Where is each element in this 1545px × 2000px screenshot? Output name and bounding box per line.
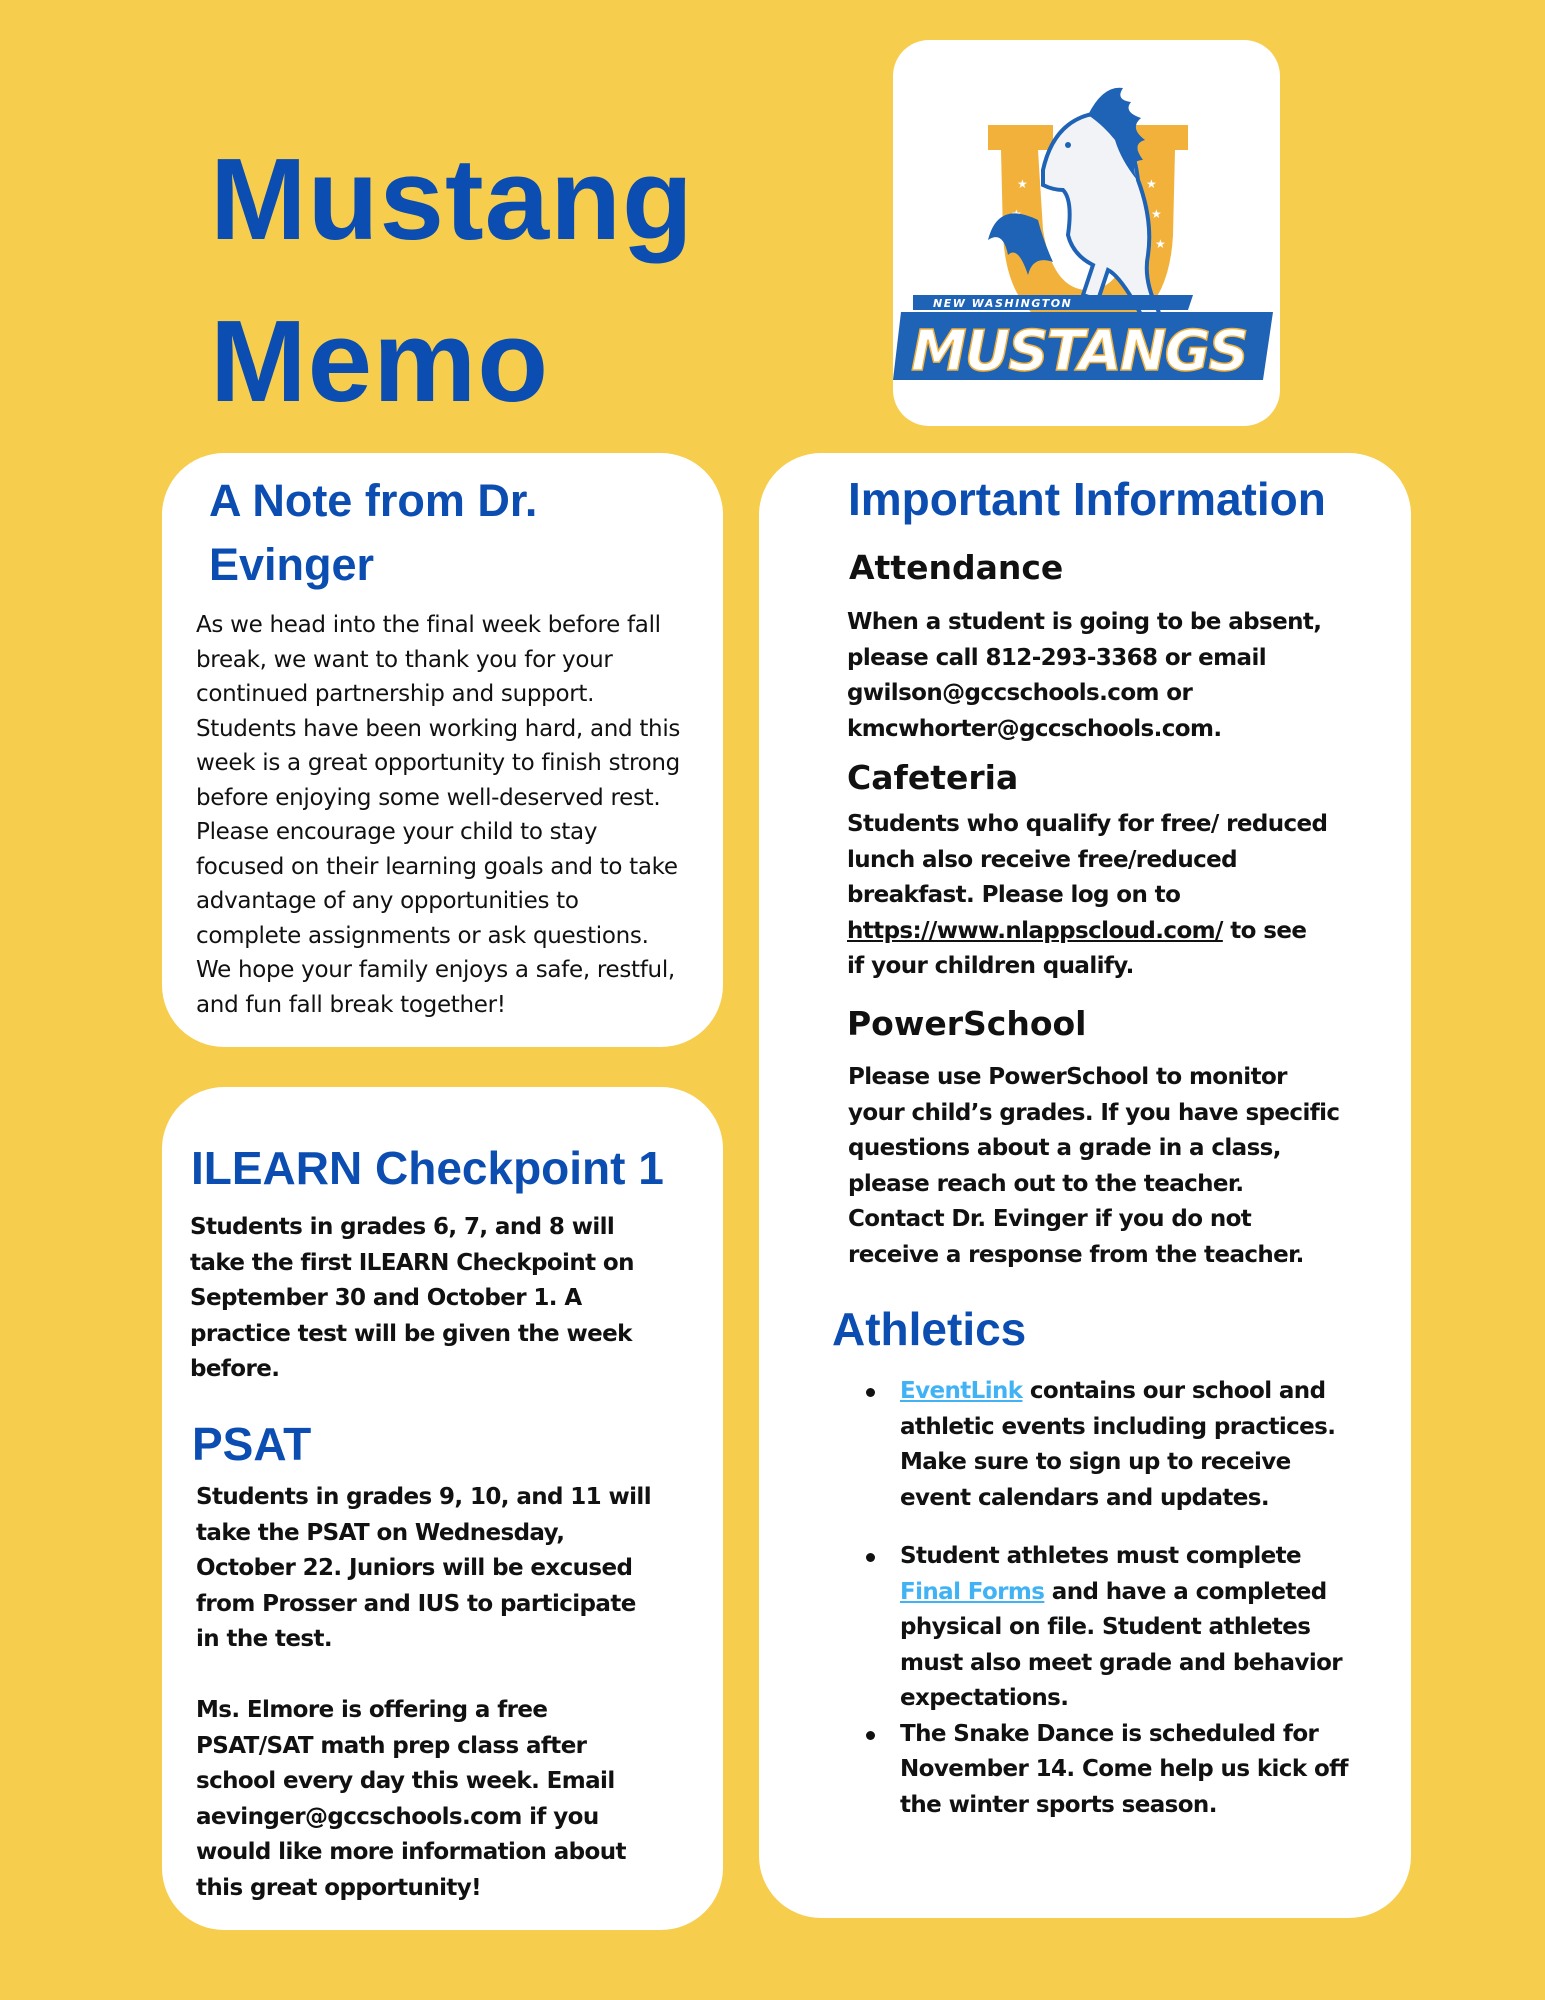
cafeteria-body: Students who qualify for free/ reduced lunch also receive free/reduced breakfast. Please log on to https://www.nlappscloud.com/ to see if your children qualify.	[847, 811, 1328, 979]
svg-text:★: ★	[1146, 177, 1157, 191]
svg-text:★: ★	[1155, 237, 1166, 251]
important-info-card	[759, 453, 1411, 1918]
note-card	[162, 453, 723, 1047]
psat-body-1: Students in grades 9, 10, and 11 will take the PSAT on Wednesday, October 22. Juniors will be excused from Prosser and IUS to participate in the test.	[196, 1484, 651, 1652]
svg-text:★: ★	[1151, 207, 1162, 221]
powerschool-body: Please use PowerSchool to monitor your child’s grades. If you have specific questions about a grade in a class, please reach out to the teacher. Contact Dr. Evinger if you do not receive a response from the teacher.	[848, 1064, 1340, 1268]
mustang-logo-icon	[893, 40, 1280, 426]
nlappscloud-link[interactable]: https://www.nlappscloud.com/	[847, 917, 1223, 944]
eventlink-link[interactable]: EventLink	[900, 1378, 1023, 1404]
athletics-list	[866, 1374, 1386, 1823]
note-body: As we head into the final week before fall break, we want to thank you for your continued partnership and support. Students have been working hard, and this week is a great opportunity to finish strong before enjoying some well-deserved rest. Please encourage your child to stay focused on their learning goals and to take advantage of any opportunities to complete assignments or ask questions. We hope your family enjoys a safe, restful, and fun fall break together!	[196, 612, 681, 1018]
athletics-item-snake-dance: The Snake Dance is scheduled for November 14. Come help us kick off the winter sports season.	[866, 1717, 1386, 1824]
page-title	[210, 118, 694, 442]
athletics-heading: Athletics	[832, 1303, 1027, 1355]
ilearn-body: Students in grades 6, 7, and 8 will take the first ILEARN Checkpoint on September 30 and October 1. A practice test will be given the week before.	[190, 1214, 634, 1382]
ilearn-heading: ILEARN Checkpoint 1	[191, 1142, 664, 1194]
title-line-2: Memo	[210, 296, 550, 426]
tests-card	[162, 1087, 723, 1930]
logo-card	[893, 40, 1280, 426]
title-line-1: Mustang	[210, 134, 694, 264]
powerschool-heading: PowerSchool	[847, 1004, 1087, 1043]
logo-top-text: NEW WASHINGTON	[933, 297, 1073, 310]
note-heading: A Note from Dr. Evinger	[209, 475, 538, 590]
attendance-body: When a student is going to be absent, please call 812-293-3368 or email gwilson@gccschools.com or kmcwhorter@gccschools.com.	[847, 609, 1322, 742]
attendance-heading: Attendance	[849, 548, 1064, 587]
logo-main-text: MUSTANGS	[911, 319, 1247, 384]
psat-heading: PSAT	[192, 1418, 312, 1470]
final-forms-link[interactable]: Final Forms	[900, 1578, 1045, 1605]
cafeteria-heading: Cafeteria	[847, 758, 1019, 797]
svg-text:★: ★	[1017, 177, 1028, 191]
important-heading: Important Information	[848, 473, 1326, 525]
psat-body-2: Ms. Elmore is offering a free PSAT/SAT math prep class after school every day this week. Email aevinger@gccschools.com if you would like more information about this great opportunity!	[196, 1697, 626, 1901]
athletics-item-eventlink: EventLink contains our school and athletic events including practices. Make sure to sign up to receive event calendars and updates.	[866, 1374, 1386, 1516]
athletics-item-final-forms: Student athletes must complete Final Forms and have a completed physical on file. Student athletes must also meet grade and behavior expectations.	[866, 1539, 1386, 1717]
